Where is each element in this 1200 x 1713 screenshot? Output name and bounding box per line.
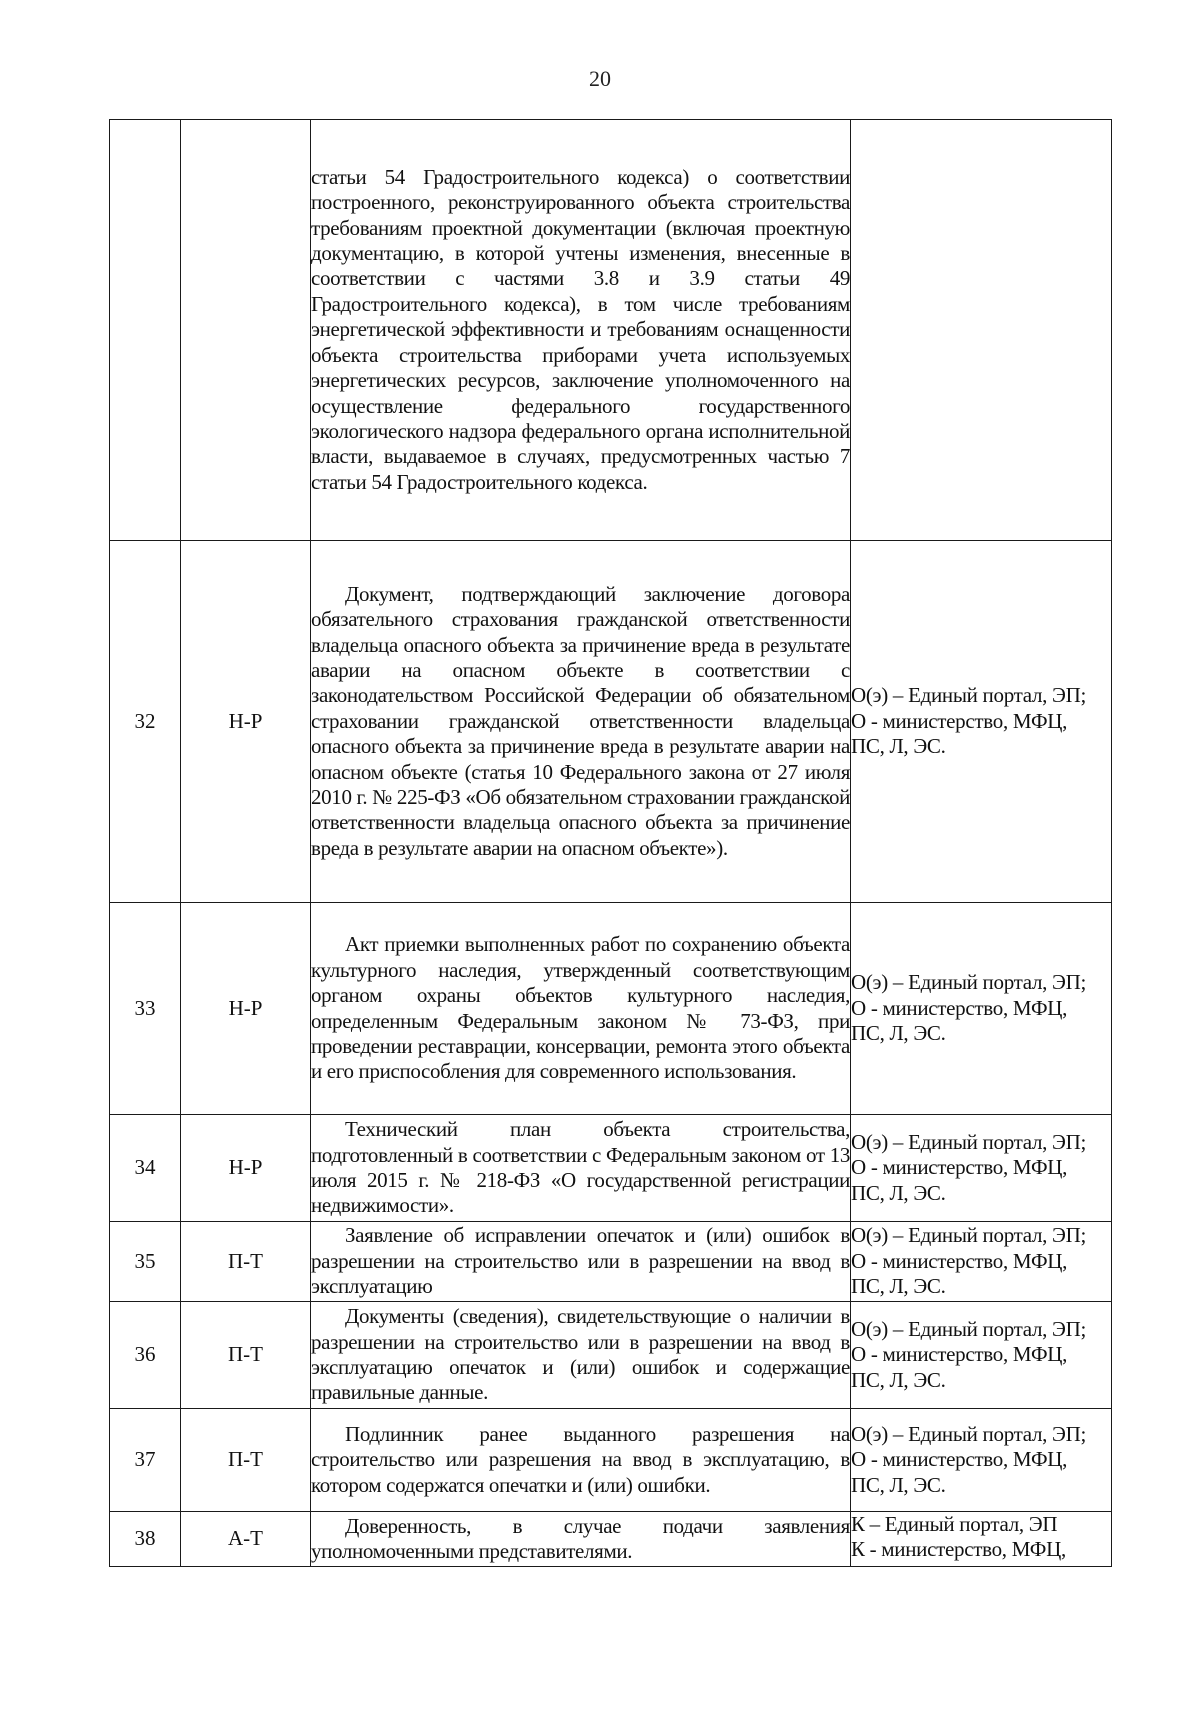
ways-line-1: О(э) – Единый портал, ЭП; (851, 683, 1086, 708)
row-ways-cell (851, 1115, 1112, 1222)
row-ways-cell (851, 1512, 1112, 1567)
table-row (110, 1222, 1112, 1302)
row-description-cell (311, 120, 851, 541)
ways-line-1: О(э) – Единый портал, ЭП; (851, 1316, 1086, 1341)
row-ways-cell (851, 541, 1112, 903)
ways-line-3: ПС, Л, ЭС. (851, 734, 946, 759)
row-ways-cell (851, 1409, 1112, 1512)
row-description-cell (311, 1512, 851, 1567)
row-number-cell: 36 (110, 1302, 181, 1409)
row-code-cell: П-Т (181, 1222, 311, 1302)
page-number: 20 (589, 66, 611, 91)
ways-line-1: О(э) – Единый портал, ЭП; (851, 970, 1086, 995)
ways-line-2: К - министерство, МФЦ, (851, 1537, 1066, 1562)
row-description-cell (311, 1222, 851, 1302)
ways-line-3: ПС, Л, ЭС. (851, 1274, 946, 1299)
ways-line-3: ПС, Л, ЭС. (851, 1180, 946, 1205)
row-number-cell: 38 (110, 1512, 181, 1567)
row-code-cell: Н-Р (181, 1115, 311, 1222)
ways-line-2: О - министерство, МФЦ, (851, 708, 1068, 733)
ways-line-1: О(э) – Единый портал, ЭП; (851, 1421, 1086, 1446)
ways-line-1: О(э) – Единый портал, ЭП; (851, 1223, 1086, 1248)
ways-line-3: ПС, Л, ЭС. (851, 1472, 946, 1497)
ways-line-2: О - министерство, МФЦ, (851, 1447, 1068, 1472)
ways-line-2: О - министерство, МФЦ, (851, 1248, 1068, 1273)
row-ways-cell (851, 1302, 1112, 1409)
row-description: Акт приемки выполненных работ по сохранению объекта культурного наследия, утвержденный соответствующим органом охраны объектов культурного наследия, определенным Федеральным законом № 73-ФЗ, при проведении реставрации, консервации, ремонта этого объекта и его приспособления для современного использования. (311, 932, 850, 1084)
documents-table (109, 119, 1112, 1567)
row-description: статьи 54 Градостроительного кодекса) о соответствии построенного, реконструированного объекта строительства требованиям проектной документации (включая проектную документацию, в которой учтены изменения, внесенные в соответствии с частями 3.8 и 3.9 статьи 49 Градостроительного кодекса), в том числе требованиям энергетической эффективности и требованиям оснащенности объекта строительства приборами учета используемых энергетических ресурсов, заключение уполномоченного на осуществление федерального государственного экологического надзора федерального органа исполнительной власти, выдаваемое в случаях, предусмотренных частью 7 статьи 54 Градостроительного кодекса. (311, 164, 850, 494)
row-description: Заявление об исправлении опечаток и (или) ошибок в разрешении на строительство или в разрешении на ввод в эксплуатацию (311, 1223, 850, 1299)
row-code-cell: П-Т (181, 1409, 311, 1512)
row-description-cell (311, 1302, 851, 1409)
row-description: Доверенность, в случае подачи заявления уполномоченными представителями. (311, 1513, 850, 1563)
row-number-cell: 35 (110, 1222, 181, 1302)
table-row (110, 1115, 1112, 1222)
table-row (110, 1512, 1112, 1567)
row-description-cell (311, 541, 851, 903)
row-number-cell: 33 (110, 903, 181, 1115)
row-number-cell: 37 (110, 1409, 181, 1512)
ways-line-1: К – Единый портал, ЭП (851, 1512, 1058, 1536)
ways-line-1: О(э) – Единый портал, ЭП; (851, 1129, 1086, 1154)
table-row (110, 541, 1112, 903)
ways-line-3: ПС, Л, ЭС. (851, 1367, 946, 1392)
row-ways-cell (851, 903, 1112, 1115)
table-row (110, 120, 1112, 541)
table-row (110, 1302, 1112, 1409)
row-number-cell: 32 (110, 541, 181, 903)
table-row (110, 1409, 1112, 1512)
row-description: Документ, подтверждающий заключение договора обязательного страхования гражданской ответственности владельца опасного объекта за причинение вреда в результате аварии на опасном объекте в соответствии с законодательством Российской Федерации об обязательном страховании гражданской ответственности владельца опасного объекта за причинение вреда в результате аварии на опасном объекте (статья 10 Федерального закона от 27 июля 2010 г. № 225-ФЗ «Об обязательном страховании гражданской ответственности владельца опасного объекта за причинение вреда в результате аварии на опасном объекте»). (311, 581, 850, 860)
row-description-cell (311, 1115, 851, 1222)
ways-line-3: ПС, Л, ЭС. (851, 1021, 946, 1046)
row-code-cell: Н-Р (181, 541, 311, 903)
row-ways-cell (851, 120, 1112, 541)
ways-line-2: О - министерство, МФЦ, (851, 1342, 1068, 1367)
row-description-cell (311, 903, 851, 1115)
row-number-cell (110, 120, 181, 541)
row-description: Документы (сведения), свидетельствующие о наличии в разрешении на строительство или в разрешении на ввод в эксплуатацию опечаток и (или) ошибок и содержащие правильные данные. (311, 1304, 850, 1405)
row-ways-cell (851, 1222, 1112, 1302)
row-code-cell: Н-Р (181, 903, 311, 1115)
row-code-cell: А-Т (181, 1512, 311, 1567)
ways-line-2: О - министерство, МФЦ, (851, 995, 1068, 1020)
ways-line-2: О - министерство, МФЦ, (851, 1155, 1068, 1180)
table-row (110, 903, 1112, 1115)
row-code-cell: П-Т (181, 1302, 311, 1409)
row-code-cell (181, 120, 311, 541)
row-description: Технический план объекта строительства, подготовленный в соответствии с Федеральным законом от 13 июля 2015 г. № 218-ФЗ «О государственной регистрации недвижимости». (311, 1117, 850, 1218)
row-number-cell: 34 (110, 1115, 181, 1222)
row-description: Подлинник ранее выданного разрешения на строительство или разрешения на ввод в эксплуатацию, в котором содержатся опечатки и (или) ошибки. (311, 1421, 850, 1497)
row-description-cell (311, 1409, 851, 1512)
